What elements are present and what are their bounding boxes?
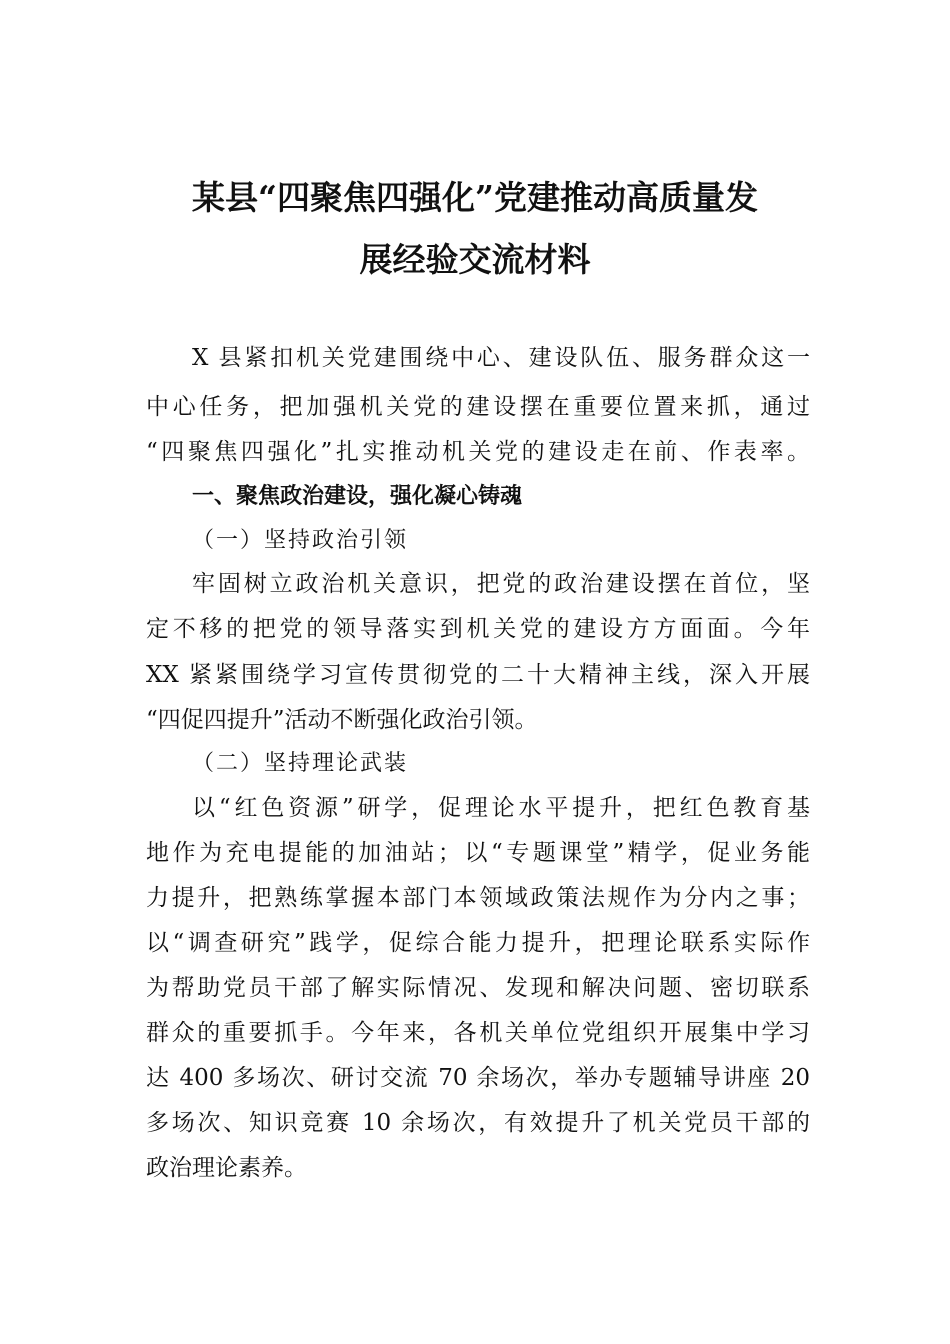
subsection-2-heading: （二）坚持理论武装 bbox=[192, 751, 409, 776]
sub2-paragraph-line-8: 多场次、知识竞赛 10 余场次，有效提升了机关党员干部的 bbox=[146, 1110, 810, 1136]
sub1-paragraph-line-4: “四促四提升”活动不断强化政治引领。 bbox=[146, 707, 538, 733]
sub1-paragraph-line-1: 牢固树立政治机关意识，把党的政治建设摆在首位，坚 bbox=[192, 571, 810, 597]
sub2-paragraph-line-4: 以“调查研究”践学，促综合能力提升，把理论联系实际作 bbox=[146, 930, 810, 956]
document-title-line-2: 展经验交流材料 bbox=[359, 240, 591, 279]
sub2-paragraph-line-6: 群众的重要抓手。今年来，各机关单位党组织开展集中学习 bbox=[146, 1020, 810, 1046]
sub2-paragraph-line-9: 政治理论素养。 bbox=[146, 1155, 307, 1181]
intro-line-2: 中心任务，把加强机关党的建设摆在重要位置来抓，通过 bbox=[146, 394, 810, 420]
document-title-line-1: 某县“四聚焦四强化”党建推动高质量发 bbox=[192, 178, 758, 217]
sub2-paragraph-line-2: 地作为充电提能的加油站；以“专题课堂”精学，促业务能 bbox=[146, 840, 810, 866]
sub2-paragraph-line-3: 力提升，把熟练掌握本部门本领域政策法规作为分内之事； bbox=[146, 885, 810, 911]
sub1-paragraph-line-2: 定不移的把党的领导落实到机关党的建设方方面面。今年 bbox=[146, 616, 810, 642]
intro-line-3: “四聚焦四强化”扎实推动机关党的建设走在前、作表率。 bbox=[146, 439, 810, 465]
sub2-paragraph-line-1: 以“红色资源”研学，促理论水平提升，把红色教育基 bbox=[192, 795, 810, 821]
sub1-paragraph-line-3: XX 紧紧围绕学习宣传贯彻党的二十大精神主线，深入开展 bbox=[146, 662, 810, 688]
intro-line-1: X 县紧扣机关党建围绕中心、建设队伍、服务群众这一 bbox=[192, 345, 810, 371]
subsection-1-heading: （一）坚持政治引领 bbox=[192, 528, 409, 553]
section-1-heading: 一、聚焦政治建设，强化凝心铸魂 bbox=[192, 484, 523, 509]
sub2-paragraph-line-5: 为帮助党员干部了解实际情况、发现和解决问题、密切联系 bbox=[146, 975, 810, 1001]
sub2-paragraph-line-7: 达 400 多场次、研讨交流 70 余场次，举办专题辅导讲座 20 bbox=[146, 1065, 810, 1091]
